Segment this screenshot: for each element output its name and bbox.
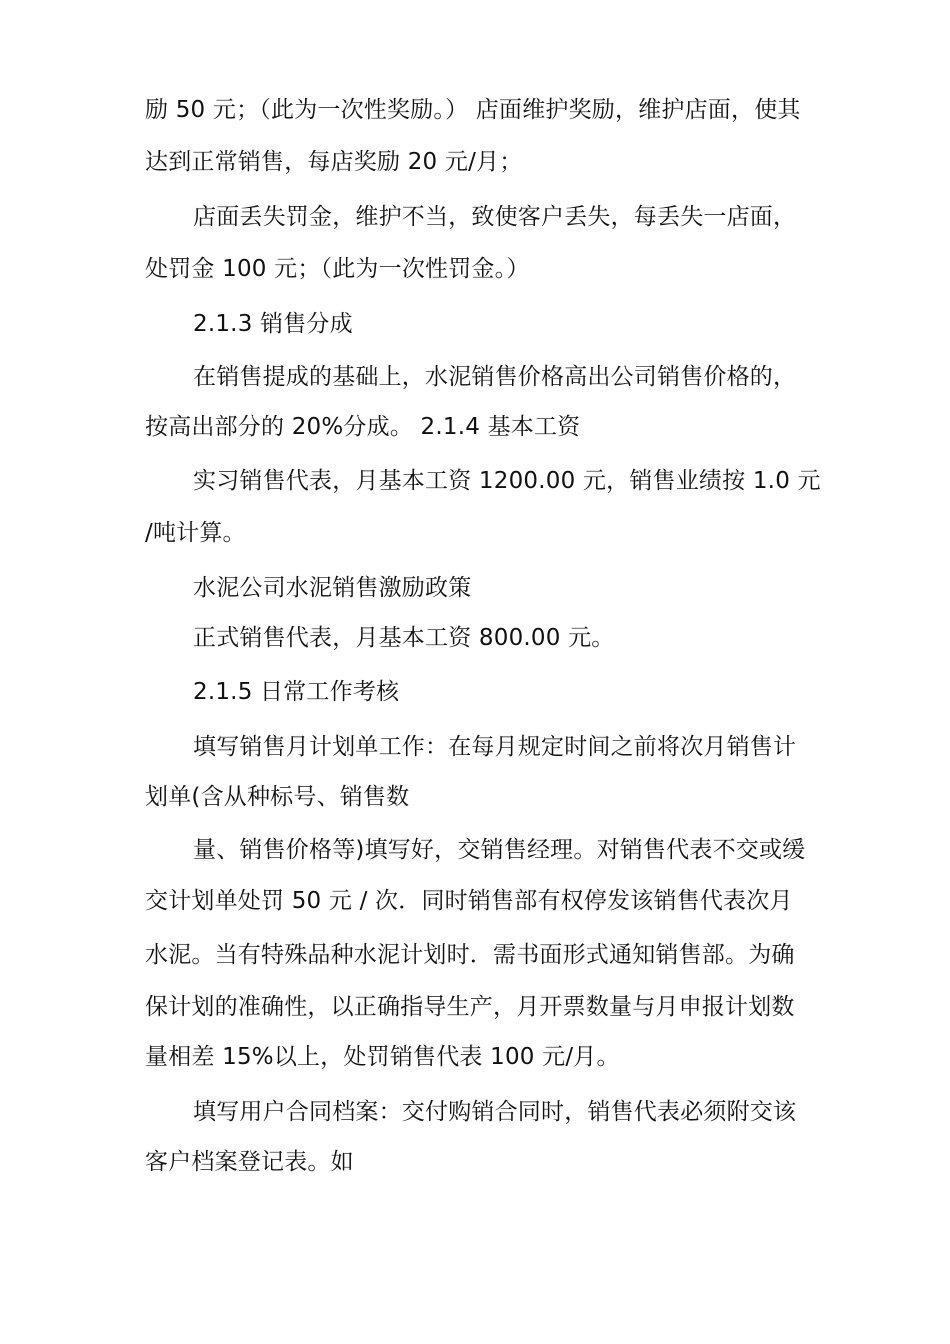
text-line: 填写销售月计划单工作：在每月规定时间之前将次月销售计 <box>193 734 797 760</box>
text-line: 客户档案登记表。如 <box>145 1149 354 1175</box>
text-line: 达到正常销售，每店奖励 20 元/月； <box>145 149 523 175</box>
text-line: /吨计算。 <box>145 520 246 546</box>
text-line: 划单(含从种标号、销售数 <box>145 784 410 810</box>
text-line: 按高出部分的 20%分成。 2.1.4 基本工资 <box>145 414 581 440</box>
section-heading: 2.1.5 日常工作考核 <box>193 679 400 705</box>
text-line: 在销售提成的基础上，水泥销售价格高出公司销售价格的， <box>193 364 797 390</box>
section-heading: 2.1.3 销售分成 <box>193 311 353 337</box>
text-line: 量相差 15%以上，处罚销售代表 100 元/月。 <box>145 1044 620 1070</box>
text-line: 保计划的准确性，以正确指导生产，月开票数量与月申报计划数 <box>145 994 795 1020</box>
text-line: 填写用户合同档案：交付购销合同时，销售代表必须附交该 <box>193 1099 797 1125</box>
text-line: 正式销售代表，月基本工资 800.00 元。 <box>193 625 615 651</box>
text-line: 处罚金 100 元；（此为一次性罚金。） <box>145 256 530 282</box>
text-line: 实习销售代表，月基本工资 1200.00 元，销售业绩按 1.0 元 <box>193 468 821 494</box>
text-line: 交计划单处罚 50 元 / 次．同时销售部有权停发该销售代表次月 <box>145 888 793 914</box>
text-line: 量、销售价格等)填写好，交销售经理。对销售代表不交或缓 <box>193 837 806 863</box>
text-line: 水泥。当有特殊品种水泥计划时．需书面形式通知销售部。为确 <box>145 942 795 968</box>
text-line: 水泥公司水泥销售激励政策 <box>193 575 472 601</box>
text-line: 店面丢失罚金，维护不当，致使客户丢失，每丢失一店面， <box>193 204 797 230</box>
text-line: 励 50 元；（此为一次性奖励。） 店面维护奖励，维护店面，使其 <box>145 97 801 123</box>
